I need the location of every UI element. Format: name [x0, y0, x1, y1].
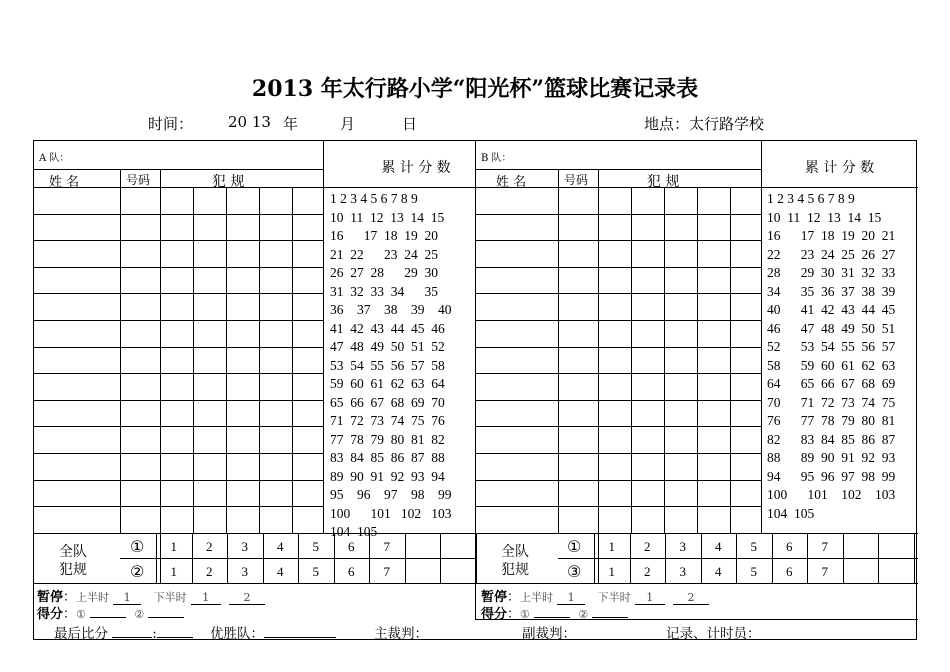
team-a-player-row[interactable] — [34, 320, 323, 347]
team-b-score-header: 累 计 分 数 — [804, 160, 875, 176]
team-b-half1-mark: ① — [567, 537, 582, 556]
team-b-player-row[interactable] — [475, 187, 761, 214]
team-b-score-line[interactable]: 76 77 78 79 80 81 — [767, 413, 896, 428]
team-b-foul-cell[interactable]: 3 — [679, 564, 686, 579]
team-a-score-line[interactable]: 31 32 33 34 35 — [330, 283, 438, 299]
team-a-score-header: 累 计 分 数 — [381, 160, 451, 176]
team-b-foul-cell[interactable]: 4 — [715, 539, 722, 554]
team-a-foul-cell[interactable]: 2 — [206, 564, 213, 579]
team-a-foul-cell[interactable]: 5 — [312, 539, 319, 554]
final-score-b[interactable] — [157, 637, 193, 638]
day-unit: 日 — [402, 115, 418, 133]
team-a-timeouts: 暂停：上半时 1 下半时 1 2 — [37, 586, 265, 605]
team-b-timeout-second-2[interactable]: 2 — [673, 591, 709, 605]
team-b-foul-cell[interactable]: 2 — [644, 564, 651, 579]
team-a-player-row[interactable] — [34, 426, 323, 453]
team-a-score-2[interactable] — [148, 617, 184, 618]
team-b-player-row[interactable] — [475, 373, 761, 400]
team-b-foul-cell[interactable]: 1 — [608, 539, 615, 554]
team-b-score-line[interactable]: 40 41 42 43 44 45 — [767, 302, 896, 317]
team-a-foul-cell[interactable]: 4 — [277, 564, 284, 579]
team-b-foul-cell[interactable]: 5 — [750, 539, 757, 554]
team-b-score-label: 得分 — [481, 607, 508, 622]
time-label: 时间： — [148, 115, 194, 133]
team-b-player-row[interactable] — [475, 320, 761, 347]
team-b-foul-cell[interactable]: 7 — [821, 539, 828, 554]
winner-label: 优胜队： — [210, 626, 265, 642]
team-b-player-row[interactable] — [475, 506, 761, 533]
team-b-score-line[interactable]: 22 23 24 25 26 27 — [767, 246, 896, 262]
team-a-timeout-second-1[interactable]: 1 — [191, 591, 221, 605]
team-b-half2-mark: ③ — [567, 562, 582, 581]
team-b-score-line[interactable]: 10 11 12 13 14 15 — [767, 209, 882, 225]
team-a-score-line[interactable]: 59 60 61 62 63 64 — [330, 376, 445, 391]
team-b-foul-cell[interactable]: 1 — [608, 564, 615, 579]
team-a-foul-cell-line — [405, 533, 406, 583]
team-b-score-line[interactable]: 82 83 84 85 86 87 — [767, 431, 896, 447]
team-a-half1-mark: ① — [130, 537, 145, 556]
team-b-player-row[interactable] — [475, 347, 761, 374]
team-a-foul-cell[interactable]: 2 — [206, 539, 213, 554]
team-b-score-line[interactable]: 34 35 36 37 38 39 — [767, 283, 896, 299]
team-b-col-name: 姓 名 — [496, 175, 527, 190]
team-b-foul-cell[interactable]: 4 — [715, 564, 722, 579]
team-a-foul-cell[interactable]: 1 — [170, 539, 177, 554]
team-a-player-row[interactable] — [34, 187, 323, 214]
team-a-score-line[interactable]: 100 101 102 103 — [330, 505, 452, 521]
team-a-foul-cell-line — [476, 533, 477, 583]
team-b-foul-cell[interactable]: 6 — [786, 564, 793, 579]
team-b-score-line[interactable]: 28 29 30 31 32 33 — [767, 265, 896, 280]
team-a-score-line[interactable]: 47 48 49 50 51 52 — [330, 339, 445, 354]
team-a-score-label: 得分 — [37, 607, 64, 622]
team-b-col-number: 号码 — [564, 173, 589, 187]
team-a-label: A 队： — [39, 153, 70, 164]
team-a-foul-cell[interactable]: 6 — [348, 564, 355, 579]
team-b-timeouts: 暂停：上半时 1 下半时 1 2 — [481, 586, 709, 605]
team-b-player-row[interactable] — [475, 214, 761, 241]
winner-field[interactable] — [264, 637, 336, 638]
team-a-score-line[interactable]: 77 78 79 80 81 82 — [330, 431, 445, 447]
team-b-score-line[interactable]: 1 2 3 4 5 6 7 8 9 — [767, 191, 855, 206]
team-b-score-line[interactable]: 88 89 90 91 92 93 — [767, 450, 896, 465]
team-b-player-row[interactable] — [475, 267, 761, 294]
team-a-player-row[interactable] — [34, 506, 323, 533]
team-a-score-line[interactable]: 16 17 18 19 20 — [330, 228, 438, 243]
team-b-foul-cell[interactable]: 7 — [821, 564, 828, 579]
team-b-score-line[interactable]: 70 71 72 73 74 75 — [767, 394, 896, 410]
team-a-foul-cell[interactable]: 7 — [383, 539, 390, 554]
team-b-fouls-label-2: 犯规 — [501, 562, 529, 578]
team-a-player-row[interactable] — [34, 240, 323, 267]
team-b-timeout-second-1[interactable]: 1 — [635, 591, 665, 605]
team-b-score-2[interactable] — [592, 617, 628, 618]
team-a-player-row[interactable] — [34, 453, 323, 480]
team-a-score-line[interactable]: 1 2 3 4 5 6 7 8 9 — [330, 191, 418, 206]
final-score-a[interactable] — [112, 637, 152, 638]
team-b-player-row[interactable] — [475, 453, 761, 480]
team-b-score-line[interactable]: 64 65 66 67 68 69 — [767, 376, 896, 391]
team-b-foul-cell[interactable]: 2 — [644, 539, 651, 554]
team-a-player-row[interactable] — [34, 293, 323, 320]
team-b-player-row[interactable] — [475, 240, 761, 267]
team-b-score-line[interactable]: 16 17 18 19 20 21 — [767, 228, 896, 243]
team-a-fouls-label-2: 犯规 — [59, 562, 87, 578]
team-b-score-line[interactable]: 100 101 102 103 — [767, 487, 896, 502]
team-b-label: B 队： — [481, 153, 512, 164]
team-b-player-row[interactable] — [475, 400, 761, 427]
team-a-player-row[interactable] — [34, 214, 323, 241]
team-a-col-name: 姓 名 — [49, 175, 80, 190]
team-b-score-line[interactable]: 52 53 54 55 56 57 — [767, 339, 896, 354]
team-a-score-1[interactable] — [90, 617, 126, 618]
team-a-player-row[interactable] — [34, 373, 323, 400]
team-a-fouls-label-1: 全队 — [59, 544, 87, 560]
year-unit: 年 — [283, 115, 299, 133]
team-a-score-line[interactable]: 10 11 12 13 14 15 — [330, 209, 445, 225]
team-a-player-row[interactable] — [34, 267, 323, 294]
chief-referee-label: 主裁判： — [374, 626, 428, 642]
team-b-foul-cell-line — [878, 533, 879, 583]
team-a-score-line[interactable]: 89 90 91 92 93 94 — [330, 468, 445, 484]
team-a-foul-cell[interactable]: 7 — [383, 564, 390, 579]
month-unit: 月 — [340, 115, 356, 133]
team-a-foul-cell[interactable]: 6 — [348, 539, 355, 554]
team-a-timeout-label: 暂停 — [37, 590, 64, 605]
team-a-score-line[interactable]: 104 105 — [330, 524, 378, 539]
team-a-player-row[interactable] — [34, 347, 323, 374]
team-a-player-row[interactable] — [34, 400, 323, 427]
team-a-foul-cell[interactable]: 1 — [170, 564, 177, 579]
team-a-score-line[interactable]: 83 84 85 86 87 88 — [330, 450, 445, 465]
team-a-timeout-second-2[interactable]: 2 — [229, 591, 265, 605]
team-b-timeout-first-1[interactable]: 1 — [557, 591, 585, 605]
assistant-referee-label: 副裁判： — [522, 626, 576, 642]
team-a-foul-cell[interactable]: 4 — [277, 539, 284, 554]
team-a-foul-cell[interactable]: 5 — [312, 564, 319, 579]
team-b-score-line[interactable]: 46 47 48 49 50 51 — [767, 320, 896, 336]
team-a-half2-mark: ② — [130, 562, 145, 581]
team-b-score-line[interactable]: 104 105 — [767, 505, 815, 521]
team-a-timeout-first-1[interactable]: 1 — [113, 591, 141, 605]
team-a-score-line[interactable]: 21 22 23 24 25 — [330, 246, 438, 262]
final-score-row: 最后比分 : 优胜队： — [54, 622, 336, 642]
team-a-foul-cell[interactable]: 3 — [241, 539, 248, 554]
recorder-label: 记录、计时员： — [666, 626, 761, 642]
team-a-player-row[interactable] — [34, 480, 323, 507]
team-b-scores: 得分：① ② — [481, 603, 628, 622]
team-a-score-line[interactable]: 53 54 55 56 57 58 — [330, 357, 445, 373]
team-a-score-line[interactable]: 36 37 38 39 40 — [330, 302, 452, 317]
team-b-score-line[interactable]: 58 59 60 61 62 63 — [767, 357, 896, 373]
page-title: 2013 年太行路小学“阳光杯”篮球比赛记录表 — [251, 76, 699, 102]
score-sheet — [33, 140, 917, 640]
team-b-col-fouls: 犯 规 — [647, 174, 680, 190]
team-b-timeout-label: 暂停 — [481, 590, 508, 605]
final-score-label: 最后比分 — [54, 626, 108, 642]
team-b-foul-cell[interactable]: 3 — [679, 539, 686, 554]
team-b-player-row[interactable] — [475, 480, 761, 507]
team-a-col-fouls: 犯 规 — [212, 174, 245, 190]
team-a-scores: 得分：① ② — [37, 603, 184, 622]
year-value: 20 13 — [228, 113, 271, 131]
team-b-foul-cell[interactable]: 6 — [786, 539, 793, 554]
team-a-score-line[interactable]: 41 42 43 44 45 46 — [330, 320, 445, 336]
team-b-player-row[interactable] — [475, 426, 761, 453]
team-b-score-line[interactable]: 94 95 96 97 98 99 — [767, 468, 896, 484]
team-a-score-line[interactable]: 95 96 97 98 99 — [330, 487, 452, 502]
team-b-player-row[interactable] — [475, 293, 761, 320]
place-label: 地点：太行路学校 — [644, 115, 765, 133]
team-b-foul-cell-line — [843, 533, 844, 583]
team-a-foul-cell[interactable]: 3 — [241, 564, 248, 579]
team-a-foul-cell-line — [440, 533, 441, 583]
team-a-score-line[interactable]: 65 66 67 68 69 70 — [330, 394, 445, 410]
team-a-score-line[interactable]: 71 72 73 74 75 76 — [330, 413, 445, 428]
team-b-fouls-label-1: 全队 — [501, 544, 529, 560]
team-b-score-1[interactable] — [534, 617, 570, 618]
team-b-foul-cell-line — [914, 533, 915, 583]
team-a-col-number: 号码 — [126, 173, 151, 187]
team-a-score-line[interactable]: 26 27 28 29 30 — [330, 265, 438, 280]
team-b-foul-cell[interactable]: 5 — [750, 564, 757, 579]
